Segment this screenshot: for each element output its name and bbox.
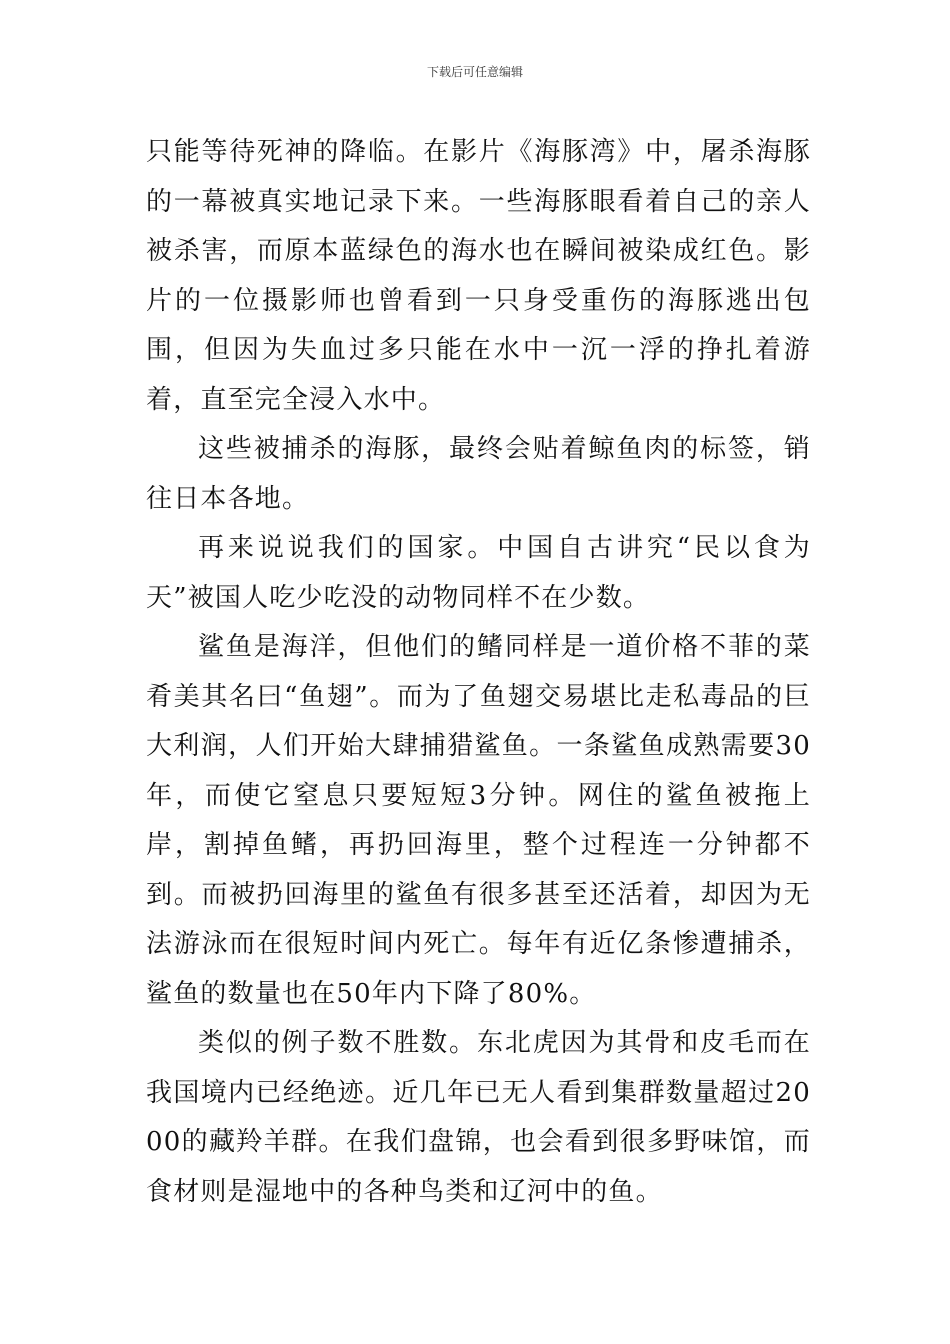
paragraph-1: 只能等待死神的降临。在影片《海豚湾》中，屠杀海豚的一幕被真实地记录下来。一些海豚眼看着自己的亲人被杀害，而原本蓝绿色的海水也在瞬间被染成红色。影片的一位摄影师也曾看到一只身受重伤的海豚逃出包围，但因为失血过多只能在水中一沉一浮的挣扎着游着，直至完全浸入水中。 [146, 137, 811, 415]
paragraph-2: 这些被捕杀的海豚，最终会贴着鲸鱼肉的标签，销往日本各地。 [146, 434, 811, 514]
page-header-note: 下载后可任意编辑 [426, 65, 523, 79]
paragraph-4: 鲨鱼是海洋，但他们的鳍同样是一道价格不菲的菜肴美其名曰“鱼翅”。而为了鱼翅交易堪比走私毒品的巨大利润，人们开始大肆捕猎鲨鱼。一条鲨鱼成熟需要30年，而使它窒息只要短短3分钟。网住的鲨鱼被拖上岸，割掉鱼鳍，再扔回海里，整个过程连一分钟都不到。而被扔回海里的鲨鱼有很多甚至还活着，却因为无法游泳而在很短时间内死亡。每年有近亿条惨遭捕杀，鲨鱼的数量也在50年内下降了80%。 [146, 632, 811, 1009]
paragraph-5: 类似的例子数不胜数。东北虎因为其骨和皮毛而在我国境内已经绝迹。近几年已无人看到集群数量超过2000的藏羚羊群。在我们盘锦，也会看到很多野味馆，而食材则是湿地中的各种鸟类和辽河中的鱼。 [146, 1028, 811, 1207]
paragraph-3: 再来说说我们的国家。中国自古讲究“民以食为天”被国人吃少吃没的动物同样不在少数。 [146, 533, 811, 613]
document-body [146, 128, 811, 1217]
